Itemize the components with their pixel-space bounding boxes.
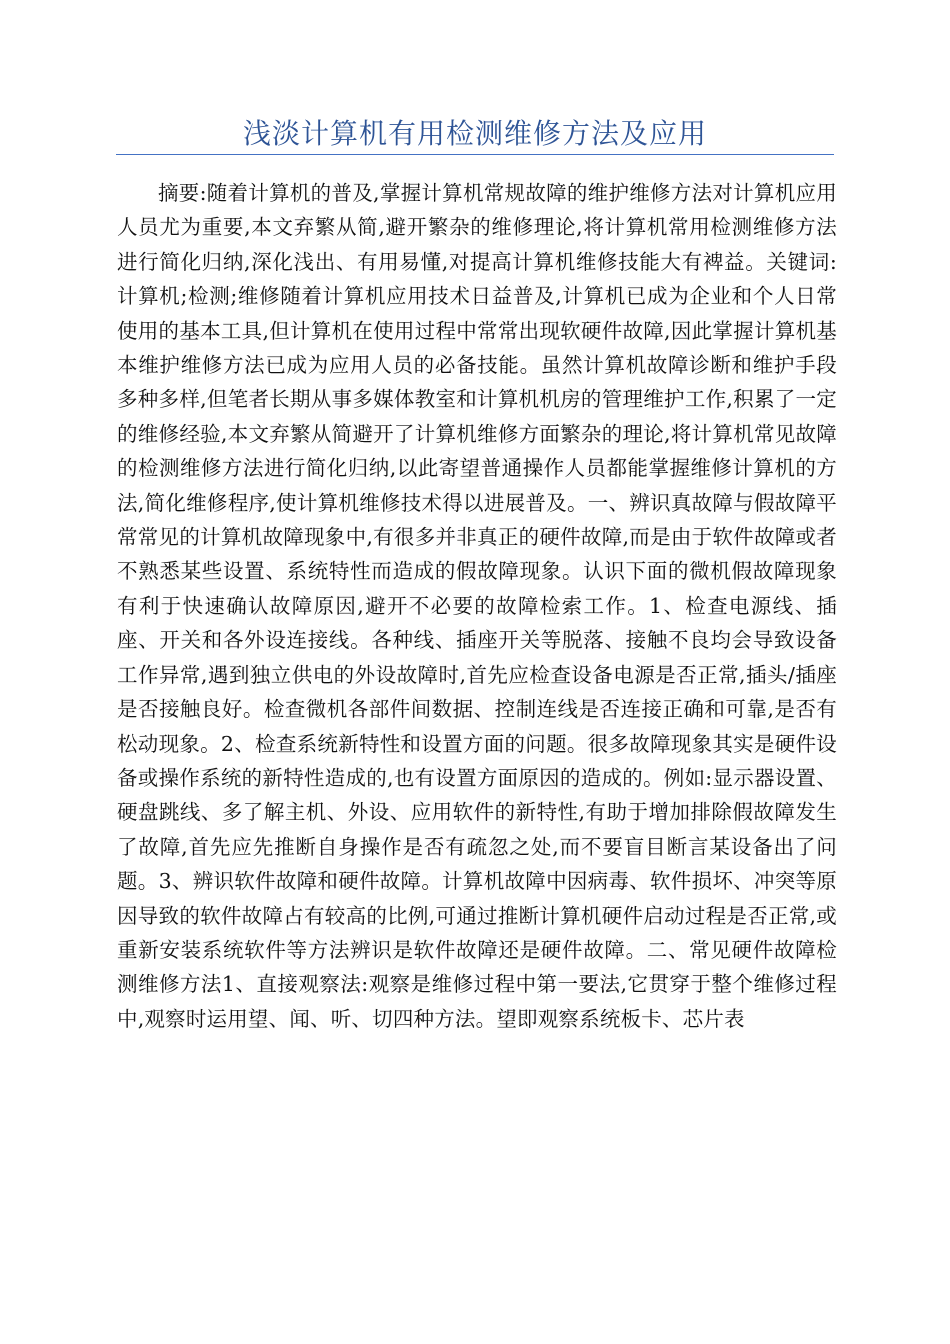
document-title: 浅淡计算机有用检测维修方法及应用 [242,117,707,150]
document-body: 摘要:随着计算机的普及,掌握计算机常规故障的维护维修方法对计算机应用人员尤为重要,本文弃繁从简,避开繁杂的维修理论,将计算机常用检测维修方法进行简化归纳,深化浅出、有用易懂,对提高计算机维修技能大有裨益。关键词:计算机;检测;维修随着计算机应用技术日益普及,计算机已成为企业和个人日常使用的基本工具,但计算机在使用过程中常常出现软硬件故障,因此掌握计算机基本维护维修方法已成为应用人员的必备技能。虽然计算机故障诊断和维护手段多种多样,但笔者长期从事多媒体教室和计算机机房的管理维护工作,积累了一定的维修经验,本文弃繁从简避开了计算机维修方面繁杂的理论,将计算机常见故障的检测维修方法进行简化归纳,以此寄望普通操作人员都能掌握维修计算机的方法,简化维修程序,使计算机维修技术得以进展普及。一、辨识真故障与假故障平常常见的计算机故障现象中,有很多并非真正的硬件故障,而是由于软件故障或者不熟悉某些设置、系统特性而造成的假故障现象。认识下面的微机假故障现象有利于快速确认故障原因,避开不必要的故障检索工作。1、检查电源线、插座、开关和各外设连接线。各种线、插座开关等脱落、接触不良均会导致设备工作异常,遇到独立供电的外设故障时,首先应检查设备电源是否正常,插头/插座是否接触良好。检查微机各部件间数据、控制连线是否连接正确和可靠,是否有松动现象。2、检查系统新特性和设置方面的问题。很多故障现象其实是硬件设备或操作系统的新特性造成的,也有设置方面原因的造成的。例如:显示器设置、硬盘跳线、多了解主机、外设、应用软件的新特性,有助于增加排除假故障发生了故障,首先应先推断自身操作是否有疏忽之处,而不要盲目断言某设备出了问题。3、辨识软件故障和硬件故障。计算机故障中因病毒、软件损坏、冲突等原因导致的软件故障占有较高的比例,可通过推断计算机硬件启动过程是否正常,或重新安装系统软件等方法辨识是软件故障还是硬件故障。二、常见硬件故障检测维修方法1、直接观察法:观察是维修过程中第一要法,它贯穿于整个维修过程中,观察时运用望、闻、听、切四种方法。望即观察系统板卡、芯片表 [117,181,837,1031]
title-underline [116,154,834,155]
